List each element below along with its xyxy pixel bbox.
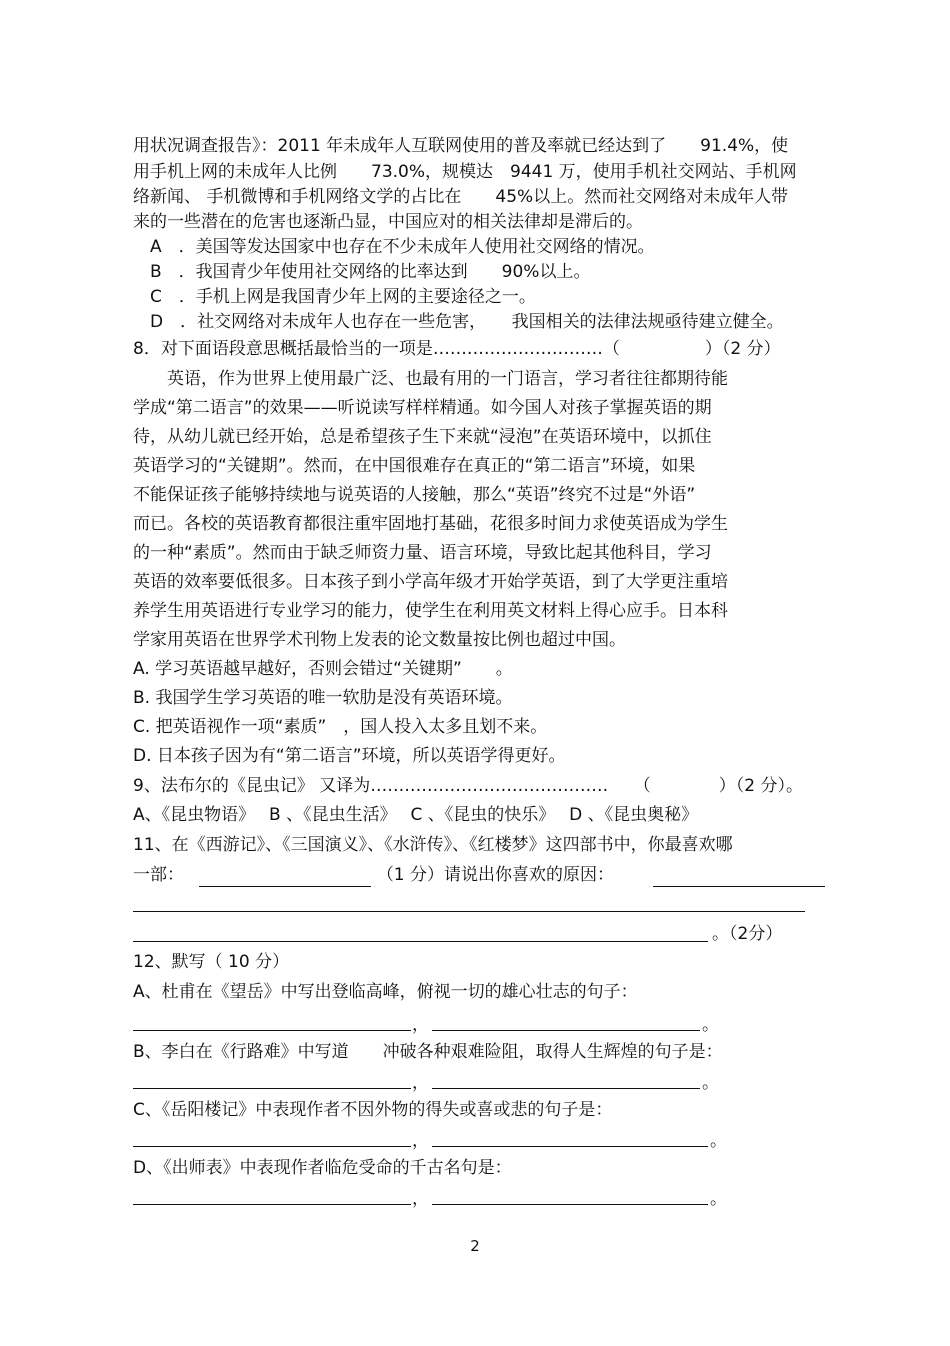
- q8-passage-line: 英语，作为世界上使用最广泛、也最有用的一门语言，学习者往往都期待能: [133, 369, 728, 389]
- q8-passage-line: 学家用英语在世界学术刊物上发表的论文数量按比例也超过中国。: [133, 630, 626, 650]
- answer-blank[interactable]: [432, 1088, 700, 1089]
- q11-line2: [133, 863, 823, 887]
- q7-option-b: B ．我国青少年使用社交网络的比率达到 90%以上。: [150, 262, 591, 282]
- q12-title: 12、默写（ 10 分）: [133, 952, 290, 972]
- q11-mid: （1 分）请说出你喜欢的原因：: [376, 865, 615, 885]
- passage-line: 用状况调查报告》：2011 年未成年人互联网使用的普及率就已经达到了 91.4%，使: [133, 136, 789, 156]
- answer-period: 。: [702, 1073, 719, 1093]
- passage-line: 络新闻、 手机微博和手机网络文学的占比在 45%以上。然而社交网络对未成年人带: [133, 187, 789, 207]
- q12-item-a: A、杜甫在《望岳》中写出登临高峰，俯视一切的雄心壮志的句子：: [133, 982, 638, 1002]
- answer-comma: ，: [412, 1015, 429, 1035]
- answer-blank[interactable]: [432, 1204, 708, 1205]
- q8-option-a: A. 学习英语越早越好，否则会错过“关键期” 。: [133, 659, 513, 679]
- q8-passage-line: 英语的效率要低很多。日本孩子到小学高年级才开始学英语，到了大学更注重培: [133, 572, 728, 592]
- q9-options: A、《昆虫物语》 B 、《昆虫生活》 C 、《昆虫的快乐》 D 、《昆虫奥秘》: [133, 805, 699, 825]
- page-number: 2: [470, 1237, 480, 1255]
- answer-comma: ，: [412, 1131, 429, 1151]
- passage-line: 来的一些潜在的危害也逐渐凸显，中国应对的相关法律却是滞后的。: [133, 212, 643, 232]
- q8-option-c: C. 把英语视作一项“素质” ，国人投入太多且划不来。: [133, 717, 548, 737]
- q8-passage-line: 养学生用英语进行专业学习的能力，使学生在利用英文材料上得心应手。日本科: [133, 601, 728, 621]
- q12-item-c: C、《岳阳楼记》中表现作者不因外物的得失或喜或悲的句子是：: [133, 1100, 613, 1120]
- reason-line-blank[interactable]: [133, 941, 708, 942]
- answer-blank[interactable]: [133, 1146, 411, 1147]
- answer-blank[interactable]: [432, 1030, 700, 1031]
- q8-passage-line: 学成“第二语言”的效果——听说读写样样精通。如今国人对孩子掌握英语的期: [133, 398, 712, 418]
- q11-prefix: 一部：: [133, 865, 184, 885]
- answer-period: 。: [710, 1131, 727, 1151]
- answer-comma: ，: [412, 1189, 429, 1209]
- q8-passage-line: 不能保证孩子能够持续地与说英语的人接触，那么“英语”终究不过是“外语”: [133, 485, 696, 505]
- q11-end: 。（2分）: [712, 924, 783, 944]
- q8-passage-line: 而已。各校的英语教育都很注重牢固地打基础，花很多时间力求使英语成为学生: [133, 514, 728, 534]
- q12-item-d: D、《出师表》中表现作者临危受命的千古名句是：: [133, 1158, 512, 1178]
- answer-period: 。: [710, 1189, 727, 1209]
- answer-period: 。: [702, 1015, 719, 1035]
- q12-item-b: B、李白在《行路难》中写道 冲破各种艰难险阻，取得人生辉煌的句子是：: [133, 1042, 723, 1062]
- q7-option-a: A ．美国等发达国家中也存在不少未成年人使用社交网络的情况。: [150, 237, 655, 257]
- q7-option-c: C ．手机上网是我国青少年上网的主要途径之一。: [150, 287, 536, 307]
- q11-stem: 11、在《西游记》、《三国演义》、《水浒传》、《红楼梦》这四部书中，你最喜欢哪: [133, 835, 733, 855]
- reason-line-blank[interactable]: [133, 911, 805, 912]
- answer-blank[interactable]: [133, 1088, 411, 1089]
- reason-blank[interactable]: [653, 868, 825, 887]
- q8-passage-line: 英语学习的“关键期”。然而，在中国很难存在真正的“第二语言”环境，如果: [133, 456, 696, 476]
- answer-blank[interactable]: [133, 1204, 411, 1205]
- q9-stem: 9、法布尔的《昆虫记》 又译为…………………………………… （ ）（2 分）。: [133, 776, 803, 796]
- answer-blank[interactable]: [432, 1146, 708, 1147]
- q8-stem: 8．对下面语段意思概括最恰当的一项是…………………………（ ）（2 分）: [133, 339, 781, 359]
- q7-option-d: D ．社交网络对未成年人也存在一些危害， 我国相关的法律法规亟待建立健全。: [150, 312, 784, 332]
- q8-option-d: D. 日本孩子因为有“第二语言”环境，所以英语学得更好。: [133, 746, 566, 766]
- q8-option-b: B. 我国学生学习英语的唯一软肋是没有英语环境。: [133, 688, 513, 708]
- passage-line: 用手机上网的未成年人比例 73.0%，规模达 9441 万，使用手机社交网站、手机网: [133, 162, 797, 182]
- favorite-book-blank[interactable]: [199, 868, 371, 887]
- answer-blank[interactable]: [133, 1030, 411, 1031]
- answer-comma: ，: [412, 1073, 429, 1093]
- q8-passage-line: 的一种“素质”。然而由于缺乏师资力量、语言环境，导致比起其他科目，学习: [133, 543, 712, 563]
- q8-passage-line: 待，从幼儿就已经开始，总是希望孩子生下来就“浸泡”在英语环境中，以抓住: [133, 427, 712, 447]
